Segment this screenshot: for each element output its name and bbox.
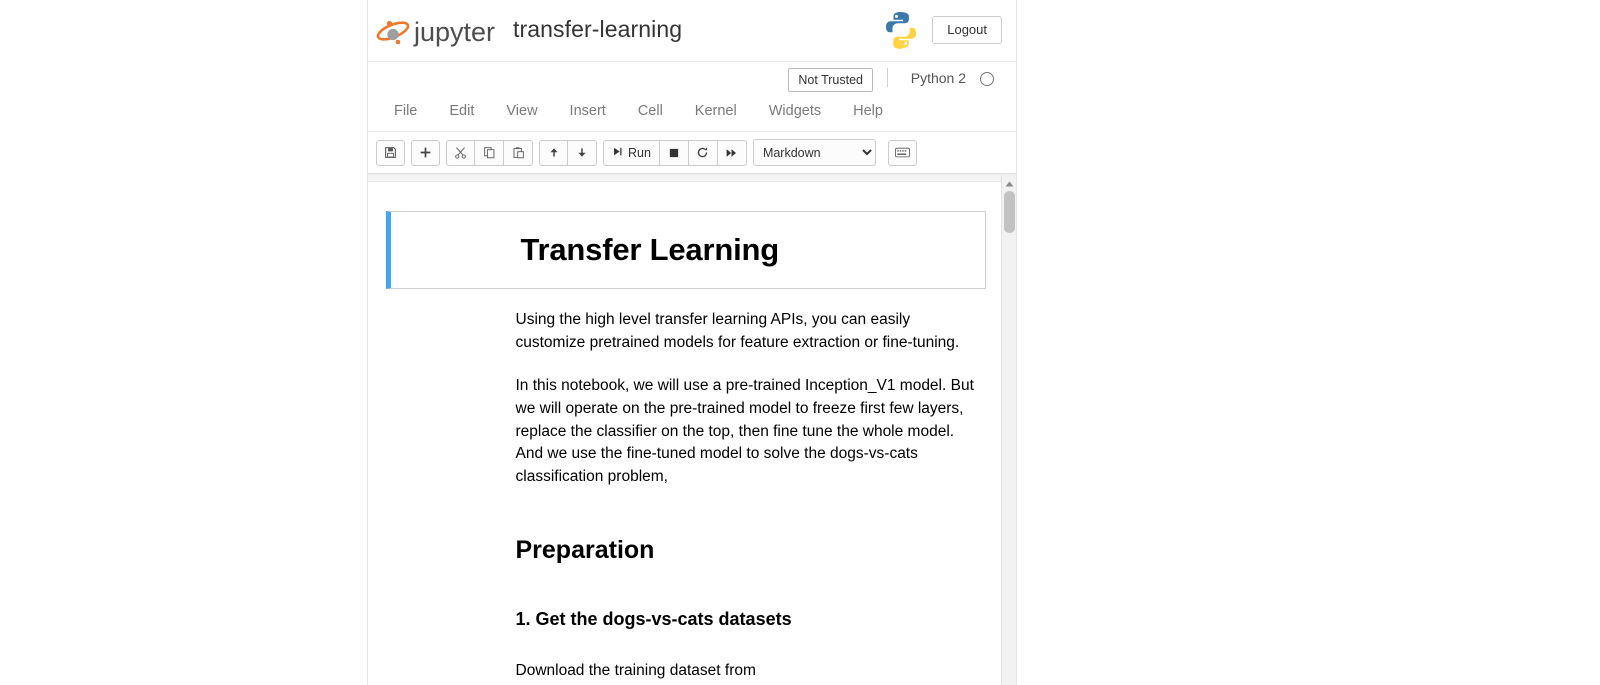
copy-icon[interactable] [475, 140, 504, 166]
menu-cell[interactable]: Cell [637, 103, 663, 119]
menu-view[interactable]: View [506, 103, 538, 119]
cell-heading-1: Transfer Learning [520, 232, 779, 267]
run-label: Run [628, 145, 651, 160]
kernel-name-label: Python 2 [910, 70, 966, 86]
run-cell-button[interactable] [603, 140, 660, 166]
stop-square-icon[interactable] [660, 140, 689, 166]
python-logo-icon [884, 10, 918, 50]
menubar [368, 96, 899, 126]
notebook-toolbar [368, 132, 1016, 174]
scroll-shadow [368, 175, 1016, 182]
menu-kernel[interactable]: Kernel [694, 103, 737, 119]
fast-forward-icon[interactable] [718, 140, 747, 166]
notebook-cell-markdown-intro[interactable] [386, 309, 986, 488]
menu-file[interactable]: File [394, 103, 418, 119]
caret-up-icon[interactable] [1004, 177, 1015, 188]
cell-paragraph: Download the training dataset from [515, 662, 756, 680]
plus-icon[interactable] [411, 140, 440, 166]
move-cell-group [539, 140, 597, 166]
arrow-up-icon[interactable] [539, 140, 568, 166]
kernel-idle-circle-icon [980, 72, 994, 86]
arrow-down-icon[interactable] [568, 140, 597, 166]
menu-widgets[interactable]: Widgets [768, 103, 822, 119]
notebook-cell-heading[interactable] [386, 211, 986, 289]
divider [887, 68, 888, 87]
restart-circle-icon[interactable] [689, 140, 718, 166]
keyboard-icon[interactable] [888, 140, 917, 166]
save-disk-icon[interactable] [376, 140, 405, 166]
scissors-icon[interactable] [446, 140, 475, 166]
svg-text:jupyter: jupyter [414, 17, 496, 47]
paste-icon[interactable] [504, 140, 533, 166]
cell-heading-3: 1. Get the dogs-vs-cats datasets [515, 609, 792, 630]
cut-copy-paste-group [446, 140, 533, 166]
vertical-scrollbar[interactable] [1001, 175, 1016, 685]
menu-edit[interactable]: Edit [449, 103, 475, 119]
menu-insert[interactable]: Insert [569, 103, 606, 119]
cell-heading-2: Preparation [515, 536, 655, 565]
notebook-scroll-region[interactable] [368, 174, 1016, 685]
insert-cell-group [411, 140, 440, 166]
menu-strip [368, 62, 1016, 132]
run-controls-group [603, 140, 747, 166]
cell-paragraph: In this notebook, we will use a pre-trained Inception_V1 model. But we will operate on the pre-trained model to freeze first few layers, replace the classifier on the top, then fine tune the whole model. And we use the fine-tuned model to solve the dogs-vs-cats classification problem, [515, 377, 974, 485]
logout-button[interactable]: Logout [932, 16, 1002, 44]
save-group [376, 140, 405, 166]
cell-paragraph: Using the high level transfer learning APIs, you can easily customize pretrained models for feature extraction or fine-tuning. [515, 311, 960, 351]
jupyter-notebook-window [367, 0, 1017, 685]
trust-notebook-badge[interactable]: Not Trusted [788, 68, 873, 92]
run-play-icon [612, 146, 623, 160]
command-palette-group [888, 140, 917, 166]
notebook-cell-list [368, 183, 1003, 685]
notebook-cell-markdown-preparation[interactable] [386, 536, 986, 565]
menu-help[interactable]: Help [853, 103, 883, 119]
jupyter-logo-icon[interactable] [374, 10, 504, 52]
notebook-header [368, 0, 1016, 62]
cell-type-select[interactable] [753, 139, 876, 166]
notebook-title[interactable]: transfer-learning [513, 16, 683, 42]
notebook-cell-markdown-datasets[interactable] [386, 609, 986, 683]
scrollbar-thumb[interactable] [1004, 191, 1015, 233]
